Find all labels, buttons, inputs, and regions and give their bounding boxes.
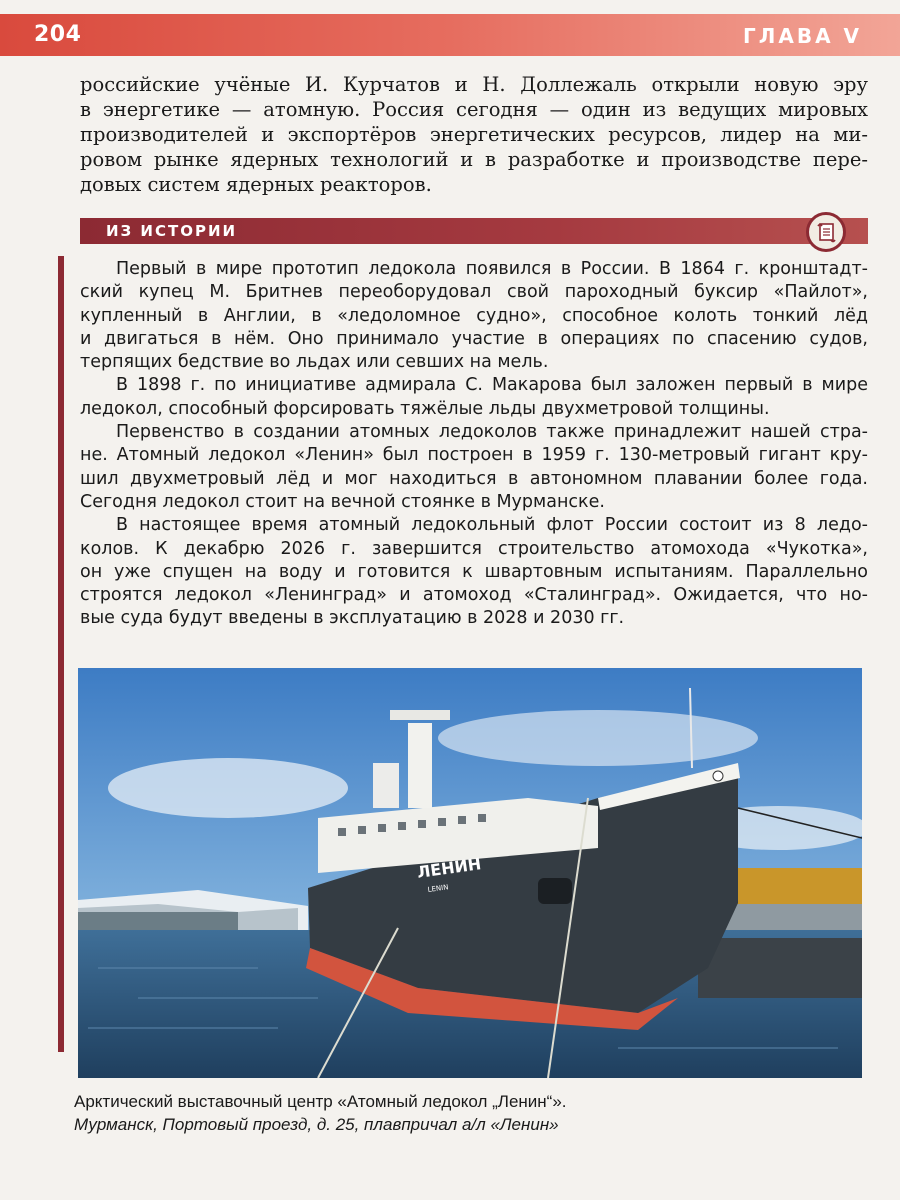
- text-line: ровом рынке ядерных технологий и в разработке и производстве пере-: [80, 148, 868, 171]
- text-line: колов. К декабрю 2026 г. завершится строительство атомохода «Чукотка»,: [80, 538, 868, 559]
- page-header: [0, 14, 900, 56]
- text-line: в энергетике — атомную. Россия сегодня — один из ведущих мировых: [80, 98, 868, 121]
- text-line: и двигаться в нём. Оно принимало участие в операциях по спасению судов,: [80, 328, 868, 349]
- text-line: ский купец М. Бритнев переоборудовал свой пароходный буксир «Пайлот»,: [80, 282, 868, 303]
- icebreaker-photo: [78, 668, 862, 1078]
- caption-address: Мурманск, Портовый проезд, д. 25, плавпричал а/л «Ленин»: [74, 1115, 559, 1134]
- chapter-label: ГЛАВА V: [743, 24, 862, 48]
- section-side-rule: [58, 256, 64, 1052]
- text-line: вые суда будут введены в эксплуатацию в 2028 и 2030 гг.: [80, 608, 625, 629]
- page-number: 204: [34, 22, 82, 47]
- text-line: производителей и экспортёров энергетических ресурсов, лидер на ми-: [80, 123, 868, 146]
- text-line: не. Атомный ледокол «Ленин» был построен в 1959 г. 130-метровый гигант кру-: [80, 445, 868, 466]
- text-line: В настоящее время атомный ледокольный флот России состоит из 8 ледо-: [116, 515, 868, 536]
- text-line: В 1898 г. по инициативе адмирала С. Макарова был заложен первый в мире: [116, 375, 868, 396]
- text-line: Первенство в создании атомных ледоколов также принадлежит нашей стра-: [116, 422, 868, 443]
- lead-paragraph: [80, 72, 868, 197]
- text-line: российские учёные И. Курчатов и Н. Доллежаль открыли новую эру: [80, 73, 868, 96]
- text-line: Сегодня ледокол стоит на вечной стоянке в Мурманске.: [80, 491, 605, 512]
- hull-name: ЛЕНИН: [415, 854, 483, 882]
- text-line: купленный в Англии, в «ледоломное судно», способное колоть тонкий лёд: [80, 305, 868, 326]
- hull-name-latin: LENIN: [427, 883, 449, 894]
- text-line: довых систем ядерных реакторов.: [80, 173, 432, 196]
- text-line: Первый в мире прототип ледокола появился в России. В 1864 г. кронштадт-: [116, 259, 868, 279]
- text-line: он уже спущен на воду и готовится к швартовным испытаниям. Параллельно: [80, 561, 868, 582]
- text-line: шил двухметровый лёд и мог находиться в автономном плавании более года.: [80, 468, 868, 489]
- section-header-bar: [80, 218, 868, 244]
- history-text: [80, 258, 868, 631]
- photo-caption: [74, 1090, 567, 1136]
- scroll-icon: [806, 212, 846, 252]
- text-line: терпящих бедствие во льдах или севших на мель.: [80, 352, 549, 373]
- section-title: ИЗ ИСТОРИИ: [106, 222, 238, 240]
- text-line: ледокол, способный форсировать тяжёлые льды двухметровой толщины.: [80, 398, 770, 419]
- text-line: строятся ледокол «Ленинград» и атомоход «Сталинград». Ожидается, что но-: [80, 585, 868, 606]
- caption-title: Арктический выставочный центр «Атомный ледокол „Ленин“».: [74, 1092, 567, 1111]
